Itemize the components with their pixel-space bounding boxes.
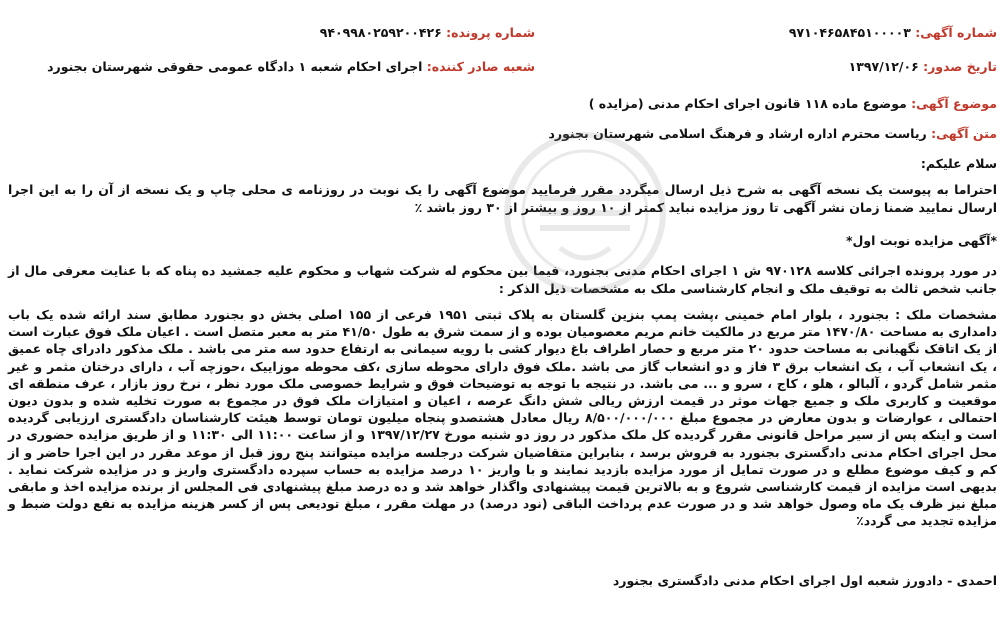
- notice-number-row: [789, 24, 997, 42]
- case-paragraph: در مورد پرونده اجرائی کلاسه ۹۷۰۱۲۸ ش ۱ اجرای احکام مدنی بجنورد، فیما بین محکوم له شرکت شهاب و محکوم علیه جمشید ده پناه که با عنایت معرفی مال از جانب شخص ثالث به توقیف ملک و انجام کارشناسی ملک به مشخصات ذیل الذکر :: [8, 263, 998, 296]
- notice-text-label: متن آگهی:: [931, 126, 997, 141]
- request-paragraph: احتراما به پیوست یک نسخه آگهی به شرح ذیل ارسال میگردد مقرر فرمایید موضوع آگهی را یک نوبت در روزنامه ی محلی چاپ و یک نسخه از آن را به این اجرا ارسال نمایید ضمنا زمان نشر آگهی تا روز مزایده نباید کمتر از ۱۰ روز و بیشتر از ۳۰ روز باشد ٪: [8, 182, 997, 215]
- case-number-label: شماره پرونده:: [446, 25, 535, 40]
- notice-number-label: شماره آگهی:: [915, 25, 997, 40]
- greeting: سلام علیکم:: [920, 156, 997, 171]
- issue-date-label: تاریخ صدور:: [923, 59, 997, 74]
- subject-row: [589, 95, 997, 113]
- issuing-branch-row: [47, 58, 535, 76]
- issuing-branch-label: شعبه صادر کننده:: [426, 59, 535, 74]
- notice-number-value: ۹۷۱۰۴۶۵۸۴۵۱۰۰۰۰۳: [788, 25, 911, 40]
- issuing-branch-value: اجرای احکام شعبه ۱ دادگاه عمومی حقوقی شهرستان بجنورد: [47, 59, 423, 74]
- case-number-value: ۹۴۰۹۹۸۰۲۵۹۲۰۰۴۲۶: [319, 25, 442, 40]
- signature: احمدی - دادورز شعبه اول اجرای احکام مدنی دادگستری بجنورد: [612, 573, 997, 588]
- notice-text-value: ریاست محترم اداره ارشاد و فرهنگ اسلامی شهرستان بجنورد: [548, 126, 927, 141]
- notice-text-row: [548, 125, 997, 143]
- case-number-row: [320, 24, 535, 42]
- subject-label: موضوع آگهی:: [911, 96, 997, 111]
- issue-date-row: [849, 58, 997, 76]
- subject-value: موضوع ماده ۱۱۸ قانون اجرای احکام مدنی (مزایده ): [588, 96, 907, 111]
- auction-heading: *آگهی مزایده نوبت اول*: [845, 233, 997, 248]
- property-paragraph: مشخصات ملک : بجنورد ، بلوار امام خمینی ،پشت پمپ بنزین گلستان به پلاک ثبتی ۱۹۵۱ فرعی از ۱۵۵ اصلی بخش دو بجنورد مطابق سند ارائه شده یک باب دامداری به مساحت ۱۴۷۰/۸۰ متر مربع در مالکیت خانم مریم معصومیان بوده و از سمت شرق به طول ۴۱/۵۰ متر به معبر متصل است . اعیان ملک فوق عبارت است از یک اتاقک نگهبانی به مساحت حدود ۲۰ متر مربع و حصار اطراف باغ دیوار کشی با رویه سیمانی به ارتفاع حدود سه متر می باشد . ملک مذکور دادرای چاه عمیق ، یک انشعاب آب ، یک انشعاب برق ۳ فاز و دو انشعاب گاز می باشد .ملک فوق دارای محوطه سازی ،کف محوطه موزاییک ،حوزچه آب ، دارای درختان مثمر و غیر مثمر شامل گردو ، آلبالو ، هلو ، کاج ، سرو و ... می باشد. در نتیجه با توجه به توضیحات فوق و شرایط خصوصی ملک مورد نظر ، نرخ روز بازار ، عرف منطقه ای موقعیت و کاربری ملک و جمیع جهات موثر در قیمت ارزش ریالی شش دانگ عرصه ، اعیان و امتیازات ملک فوق در مجموع به صورت تخلیه شده و بدون دیون احتمالی ، عوارضات و بدون معارض در مجموع مبلغ ۸/۵۰۰/۰۰۰/۰۰۰ ریال معادل هشتصدو پنجاه میلیون تومان توسط هیئت کارشناسان دادگستری ارزیابی گردیده است و اینکه پس از سیر مراحل قانونی مقرر گردیده کل ملک مذکور در روز دو شنبه مورخ ۱۳۹۷/۱۲/۲۷ و از ساعت ۱۱:۰۰ الی ۱۱:۳۰ و از طریق مزایده حضوری در محل اجرای احکام مدنی دادگستری بجنورد به فروش برسد ، بنابراین متقاضیان شرکت درجلسه مزایده میتوانند پنج روز قبل از موعد مقرر در این اجرا حاضر و از کم و کیف موضوع مطلع و در صورت تمایل از مورد مزایده بازدید نمایند و با واریز ۱۰ درصد مزایده به حساب سپرده دادگستری واریز و در مزایده شرکت نماید . بدیهی است مزایده از قیمت کارشناسی شروع و به بالاترین قیمت پیشنهادی واگذار خواهد شد و ده درصد مبلغ پیشنهادی فی المجلس از برنده مزایده اخذ و مابقی مبلغ نیز ظرف یک ماه وصول خواهد شد و در صورت عدم پرداخت الباقی (نود درصد) در مهلت مقرر ، مبلغ تودیعی پس از کسر هزینه مزایده به نفع دولت ضبط و مزایده تجدید می گردد٪: [8, 307, 998, 529]
- issue-date-value: ۱۳۹۷/۱۲/۰۶: [848, 59, 919, 74]
